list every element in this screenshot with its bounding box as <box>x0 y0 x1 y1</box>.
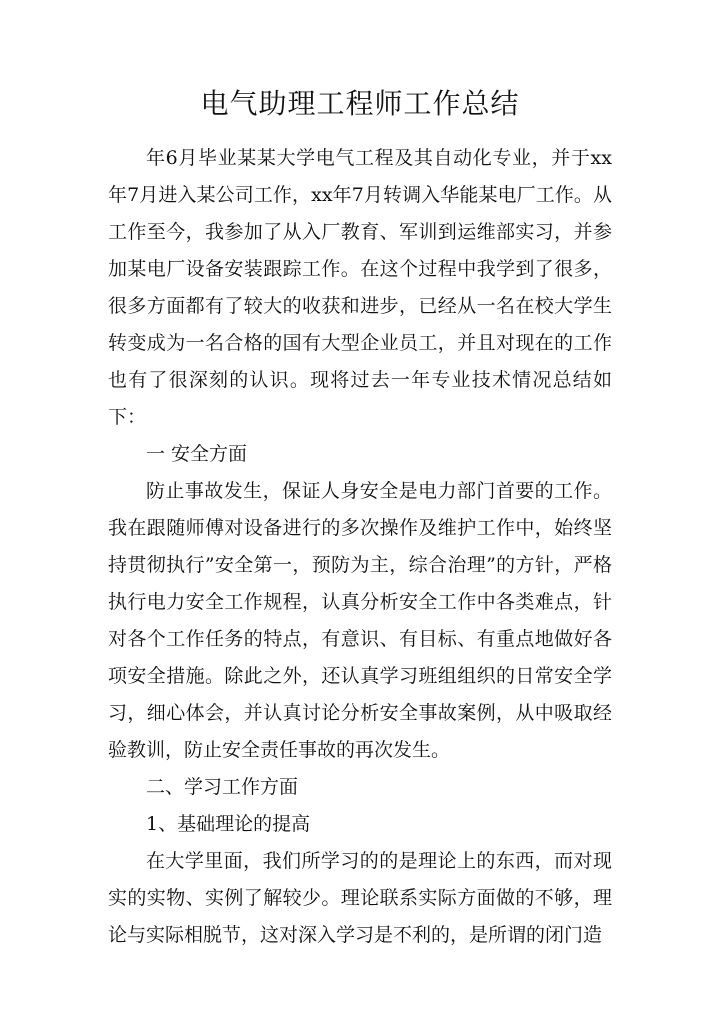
section-heading-safety: 一 安全方面 <box>146 443 248 465</box>
document-title: 电气助理工程师工作总结 <box>200 87 520 120</box>
section-heading-study-work: 二、学习工作方面 <box>146 776 299 798</box>
document-body <box>108 140 612 954</box>
paragraph-intro: 年6月毕业某某大学电气工程及其自动化专业，并于xx年7月进入某公司工作，xx年7月转调入华能某电厂工作。从工作至今，我参加了从入厂教育、军训到运维部实习，并参加某电厂设备安装跟踪工作。在这个过程中我学到了很多，很多方面都有了较大的收获和进步，已经从一名在校大学生转变成为一名合格的国有大型企业员工，并且对现在的工作也有了很深刻的认识。现将过去一年专业技术情况总结如下： <box>108 147 612 428</box>
paragraph-safety: 防止事故发生，保证人身安全是电力部门首要的工作。我在跟随师傅对设备进行的多次操作及维护工作中，始终坚持贯彻执行”安全第一，预防为主，综合治理”的方针，严格执行电力安全工作规程，认真分析安全工作中各类难点，针对各个工作任务的特点，有意识、有目标、有重点地做好各项安全措施。除此之外，还认真学习班组组织的日常安全学习，细心体会，并认真讨论分析安全事故案例，从中吸取经验教训，防止安全责任事故的再次发生。 <box>108 480 612 761</box>
subsection-heading-theory: 1、基础理论的提高 <box>146 813 311 835</box>
paragraph-theory: 在大学里面，我们所学习的的是理论上的东西，而对现实的实物、实例了解较少。理论联系实际方面做的不够，理论与实际相脱节，这对深入学习是不利的，是所谓的闭门造 <box>108 850 612 946</box>
